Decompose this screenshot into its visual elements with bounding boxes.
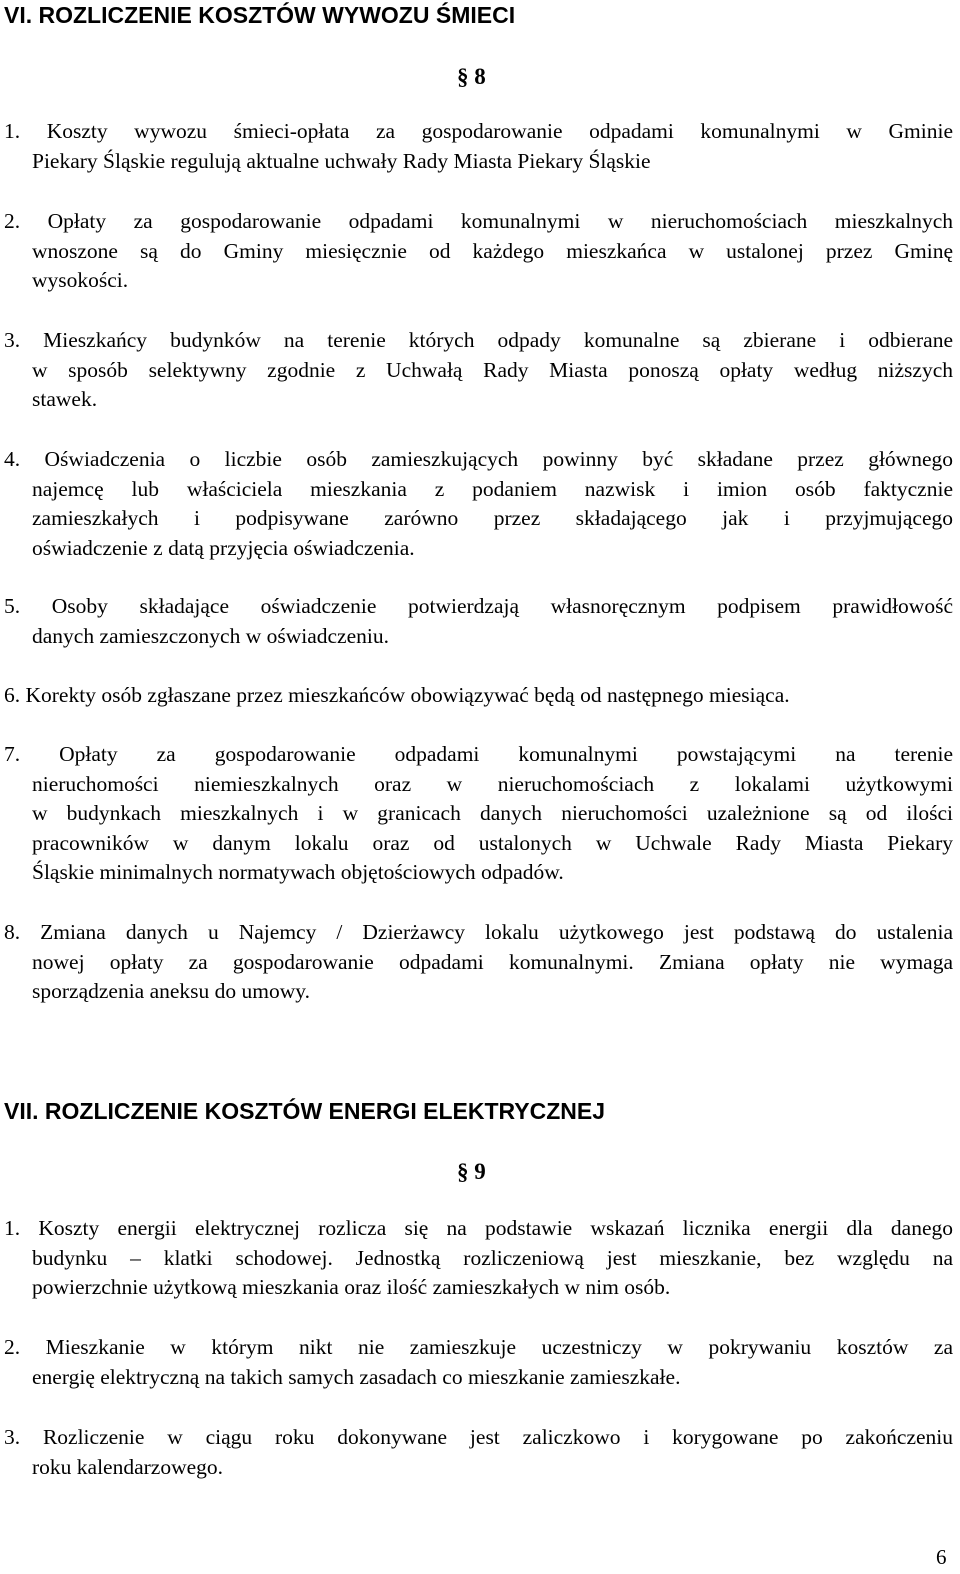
text-line: danych zamieszczonych w oświadczeniu. xyxy=(32,623,389,648)
text-line: nieruchomości niemieszkalnych oraz w nieruchomościach z lokalami użytkowymi xyxy=(32,771,953,796)
text-line: 1. Koszty wywozu śmieci-opłata za gospodarowanie odpadami komunalnymi w Gminie xyxy=(4,119,953,143)
paragraph-number: § 8 xyxy=(457,64,486,89)
page-number: 6 xyxy=(936,1545,947,1569)
text-line: roku kalendarzowego. xyxy=(32,1454,224,1479)
text-line: 2. Mieszkanie w którym nikt nie zamieszkuje uczestniczy w pokrywaniu kosztów za xyxy=(4,1335,953,1359)
text-line: wysokości. xyxy=(32,268,129,292)
text-line: 1. Koszty energii elektrycznej rozlicza się na podstawie wskazań licznika energii dla danego xyxy=(4,1216,953,1240)
list-item xyxy=(4,1333,953,1392)
list-item xyxy=(4,117,953,176)
list-item xyxy=(4,207,953,296)
text-line: 4. Oświadczenia o liczbie osób zamieszkujących powinny być składane przez głównego xyxy=(4,447,953,471)
text-line: w sposób selektywny zgodnie z Uchwałą Rady Miasta ponoszą opłaty według niższych xyxy=(32,357,953,382)
text-line: 3. Mieszkańcy budynków na terenie których odpady komunalne są zbierane i odbierane xyxy=(4,328,953,352)
text-line: 3. Rozliczenie w ciągu roku dokonywane jest zaliczkowo i korygowane po zakończeniu xyxy=(4,1425,953,1449)
text-line: powierzchnie użytkową mieszkania oraz ilość zamieszkałych w nim osób. xyxy=(32,1275,671,1299)
text-line: energię elektryczną na takich samych zasadach co mieszkanie zamieszkałe. xyxy=(32,1364,681,1389)
list-item xyxy=(4,326,953,415)
text-line: zamieszkałych i podpisywane zarówno przez składającego jak i przyjmującego xyxy=(32,506,953,530)
list-item xyxy=(4,1214,953,1303)
section-heading: VII. ROZLICZENIE KOSZTÓW ENERGI ELEKTRYCZNEJ xyxy=(4,1098,606,1124)
text-line: 2. Opłaty za gospodarowanie odpadami komunalnymi w nieruchomościach mieszkalnych xyxy=(4,209,953,233)
list-item xyxy=(4,592,953,651)
text-line: oświadczenie z datą przyjęcia oświadczenia. xyxy=(32,535,415,560)
list-item xyxy=(4,740,953,888)
text-line: 5. Osoby składające oświadczenie potwierdzają własnoręcznym podpisem prawidłowość xyxy=(4,594,953,618)
text-line: wnoszone są do Gminy miesięcznie od każdego mieszkańca w ustalonej przez Gminę xyxy=(32,238,953,263)
paragraph-number: § 9 xyxy=(457,1159,486,1184)
text-line: Piekary Śląskie regulują aktualne uchwały Rady Miasta Piekary Śląskie xyxy=(32,148,651,173)
text-line: 8. Zmiana danych u Najemcy / Dzierżawcy lokalu użytkowego jest podstawą do ustalenia xyxy=(4,920,953,944)
section-heading: VI. ROZLICZENIE KOSZTÓW WYWOZU ŚMIECI xyxy=(4,2,516,28)
list-item xyxy=(4,681,953,711)
text-line: sporządzenia aneksu do umowy. xyxy=(32,979,311,1003)
text-line: pracowników w danym lokalu oraz od ustalonych w Uchwale Rady Miasta Piekary xyxy=(32,830,953,855)
text-line: Śląskie minimalnych normatywach objętościowych odpadów. xyxy=(32,860,564,884)
text-line: w budynkach mieszkalnych i w granicach danych nieruchomości uzależnione są od ilości xyxy=(32,801,953,825)
text-line: 7. Opłaty za gospodarowanie odpadami komunalnymi powstającymi na terenie xyxy=(4,742,953,766)
list-item xyxy=(4,445,953,563)
list-item xyxy=(4,918,953,1007)
text-line: budynku – klatki schodowej. Jednostką rozliczeniową jest mieszkanie, bez względu na xyxy=(32,1245,953,1270)
text-line: nowej opłaty za gospodarowanie odpadami komunalnymi. Zmiana opłaty nie wymaga xyxy=(32,949,953,974)
text-line: 6. Korekty osób zgłaszane przez mieszkańców obowiązywać będą od następnego miesiąca. xyxy=(4,683,790,707)
text-line: najemcę lub właściciela mieszkania z podaniem nazwisk i imion osób faktycznie xyxy=(32,476,953,501)
text-line: stawek. xyxy=(32,387,98,411)
list-item xyxy=(4,1423,953,1482)
